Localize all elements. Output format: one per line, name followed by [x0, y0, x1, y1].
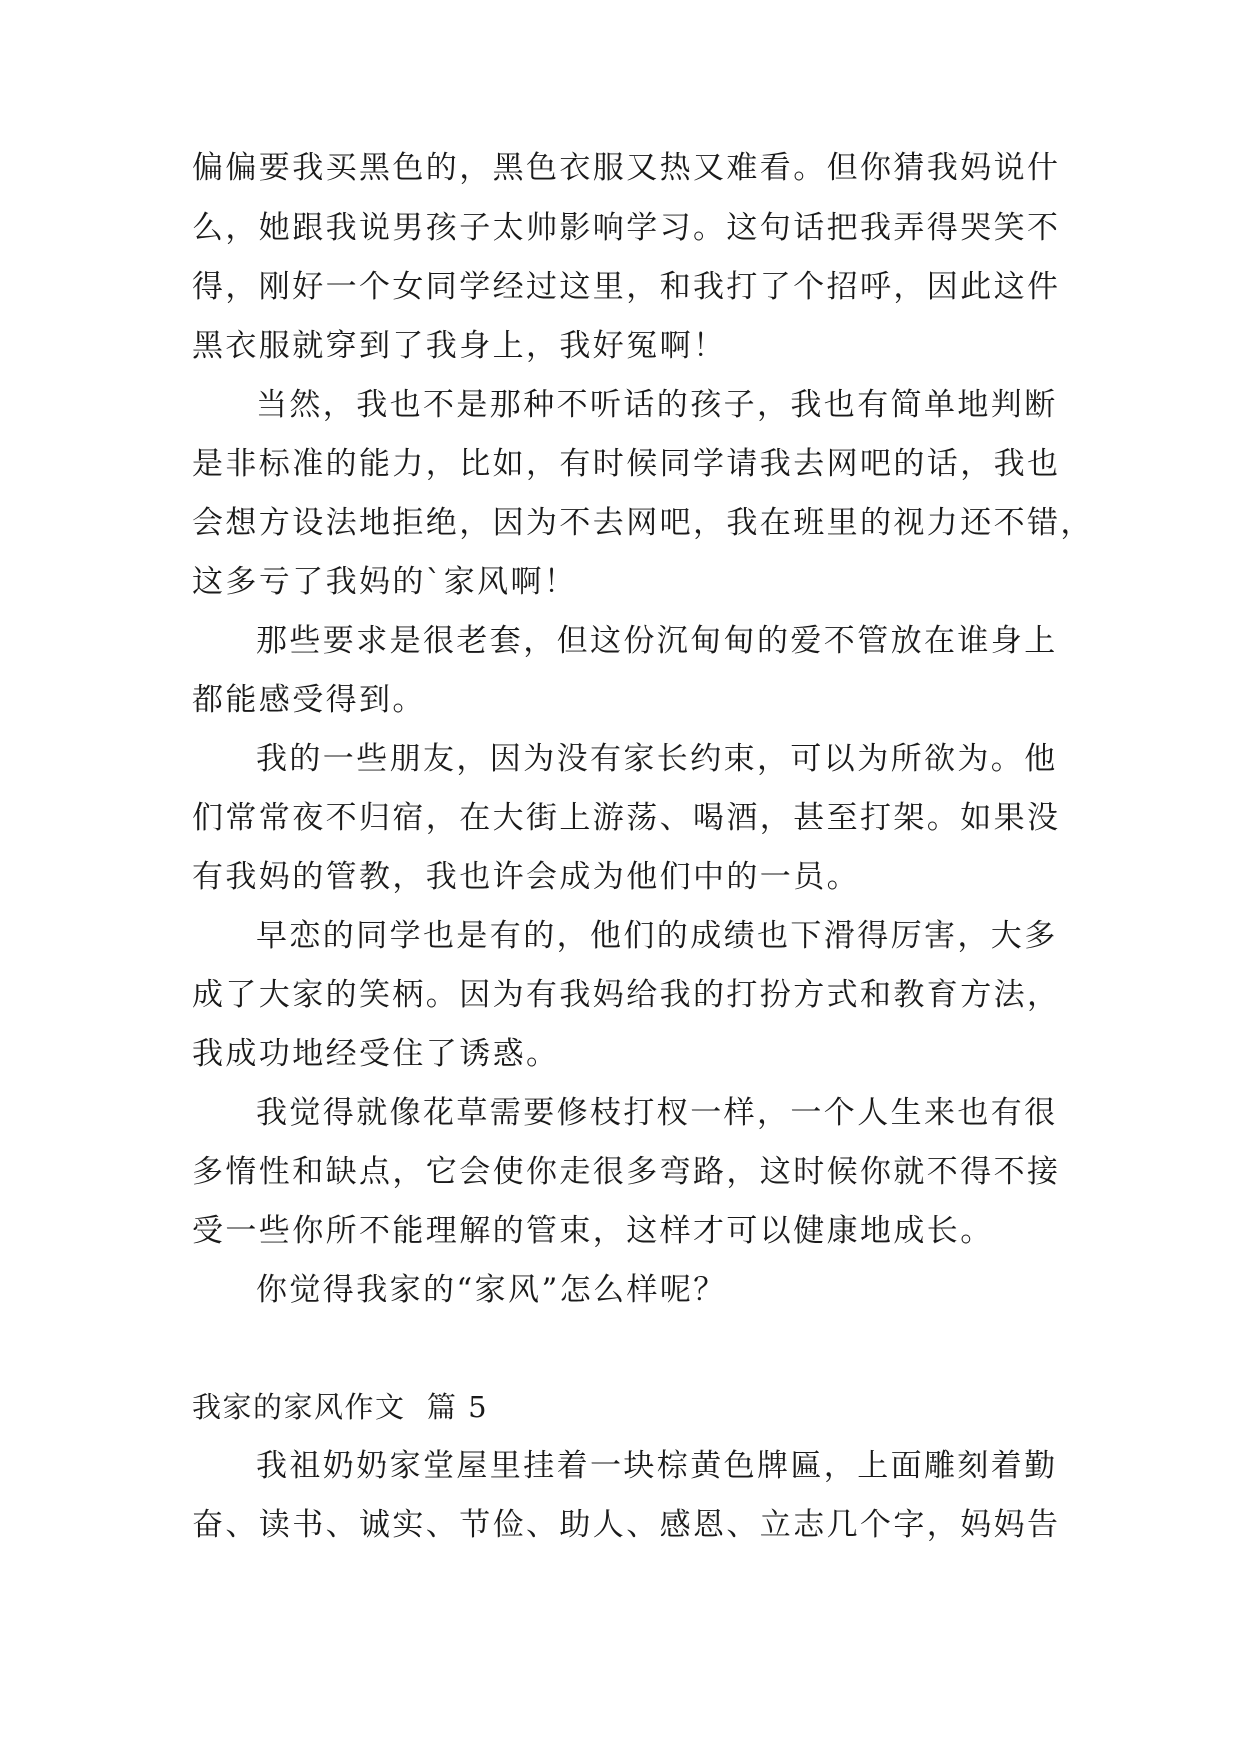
text-line: 这多亏了我妈的`家风啊！ [192, 564, 578, 600]
text-line: 有我妈的管教，我也许会成为他们中的一员。 [192, 859, 860, 895]
text-line: 受一些你所不能理解的管束，这样才可以健康地成长。 [192, 1213, 994, 1249]
paragraph-first-line: 早恋的同学也是有的，他们的成绩也下滑得厉害，大多 [256, 918, 1058, 954]
text-line: 奋、读书、诚实、节俭、助人、感恩、立志几个字，妈妈告 [192, 1507, 1061, 1543]
paragraph-first-line: 那些要求是很老套，但这份沉甸甸的爱不管放在谁身上 [256, 623, 1058, 659]
text-line: 成了大家的笑柄。因为有我妈给我的打扮方式和教育方法， [192, 977, 1061, 1013]
paragraph-first-line: 我觉得就像花草需要修枝打杈一样，一个人生来也有很 [256, 1095, 1058, 1131]
paragraph-first-line: 你觉得我家的“家风”怎么样呢？ [256, 1272, 727, 1308]
text-line: 么，她跟我说男孩子太帅影响学习。这句话把我弄得哭笑不 [192, 210, 1061, 246]
paragraph-first-line: 我的一些朋友，因为没有家长约束，可以为所欲为。他 [256, 741, 1058, 777]
text-line: 得，刚好一个女同学经过这里，和我打了个招呼，因此这件 [192, 269, 1061, 305]
paragraph-first-line: 我祖奶奶家堂屋里挂着一块棕黄色牌匾，上面雕刻着勤 [256, 1448, 1058, 1484]
text-line: 我成功地经受住了诱惑。 [192, 1036, 560, 1072]
section-heading: 我家的家风作文 篇 5 [192, 1390, 489, 1424]
text-line: 是非标准的能力，比如，有时候同学请我去网吧的话，我也 [192, 446, 1061, 482]
text-line: 黑衣服就穿到了我身上，我好冤啊！ [192, 328, 727, 364]
text-line: 偏偏要我买黑色的，黑色衣服又热又难看。但你猜我妈说什 [192, 150, 1061, 186]
paragraph-first-line: 当然，我也不是那种不听话的孩子，我也有简单地判断 [256, 387, 1058, 423]
text-line: 多惰性和缺点，它会使你走很多弯路，这时候你就不得不接 [192, 1154, 1061, 1190]
text-line: 会想方设法地拒绝，因为不去网吧，我在班里的视力还不错， [192, 505, 1094, 541]
text-line: 都能感受得到。 [192, 682, 426, 718]
text-line: 们常常夜不归宿，在大街上游荡、喝酒，甚至打架。如果没 [192, 800, 1061, 836]
